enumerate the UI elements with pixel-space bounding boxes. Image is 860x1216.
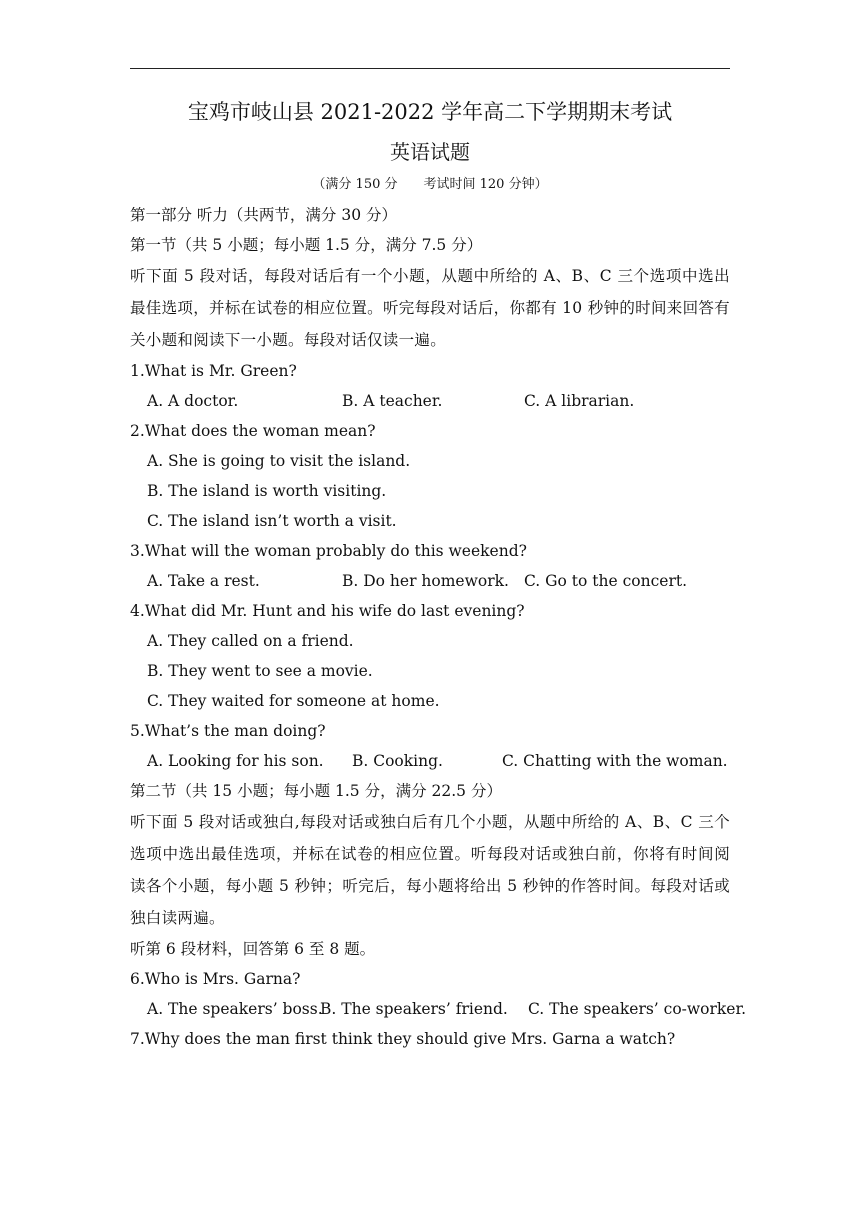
- question-3-options: [130, 566, 730, 596]
- question-1-option-c: C. A librarian.: [524, 392, 635, 410]
- part1-heading: 第一部分 听力（共两节，满分 30 分）: [130, 206, 398, 224]
- question-5-option-c: C. Chatting with the woman.: [502, 752, 728, 770]
- question-6-stem: 6.Who is Mrs. Garna?: [130, 970, 301, 988]
- question-5-option-a: A. Looking for his son.: [147, 752, 324, 770]
- exam-subtitle: 英语试题: [390, 140, 470, 164]
- header-rule: [130, 68, 730, 69]
- question-2-stem: 2.What does the woman mean?: [130, 422, 376, 440]
- question-2-option-b: B. The island is worth visiting.: [147, 482, 387, 500]
- question-6-options: [130, 994, 747, 1024]
- question-5-options: [130, 746, 730, 776]
- question-6-option-a: A. The speakers’ boss.: [147, 1000, 323, 1018]
- question-4-option-b: B. They went to see a movie.: [147, 662, 373, 680]
- question-2-option-a: A. She is going to visit the island.: [147, 452, 411, 470]
- exam-content: [130, 98, 747, 1054]
- section1-heading: 第一节（共 5 小题；每小题 1.5 分，满分 7.5 分）: [130, 236, 483, 254]
- question-4-stem: 4.What did Mr. Hunt and his wife do last evening?: [130, 602, 525, 620]
- question-6-option-c: C. The speakers’ co-worker.: [528, 1000, 747, 1018]
- question-3-option-b: B. Do her homework.: [342, 572, 509, 590]
- section2-heading: 第二节（共 15 小题；每小题 1.5 分，满分 22.5 分）: [130, 782, 502, 800]
- question-1-option-b: B. A teacher.: [342, 392, 443, 410]
- exam-title: 宝鸡市岐山县 2021-2022 学年高二下学期期末考试: [187, 100, 673, 124]
- section1-instructions: 听下面 5 段对话，每段对话后有一个小题，从题中所给的 A、B、C 三个选项中选出最佳选项，并标在试卷的相应位置。听完每段对话后，你都有 10 秒钟的时间来回答有关小题和阅读下一小题。每段对话仅读一遍。: [130, 267, 730, 349]
- material-note: 听第 6 段材料，回答第 6 至 8 题。: [130, 940, 376, 958]
- question-3-option-a: A. Take a rest.: [147, 572, 260, 590]
- section2-instructions: 听下面 5 段对话或独白,每段对话或独白后有几个小题，从题中所给的 A、B、C 三个选项中选出最佳选项，并标在试卷的相应位置。听每段对话或独白前，你将有时间阅读各个小题，每小题 5 秒钟；听完后，每小题将给出 5 秒钟的作答时间。每段对话或独白读两遍。: [130, 813, 730, 927]
- question-7-stem: 7.Why does the man first think they should give Mrs. Garna a watch?: [130, 1030, 676, 1048]
- question-1-options: [130, 386, 730, 416]
- question-5-option-b: B. Cooking.: [352, 752, 443, 770]
- question-4-option-a: A. They called on a friend.: [147, 632, 354, 650]
- question-1-option-a: A. A doctor.: [147, 392, 239, 410]
- question-1-stem: 1.What is Mr. Green?: [130, 362, 297, 380]
- question-3-option-c: C. Go to the concert.: [524, 572, 688, 590]
- question-4-option-c: C. They waited for someone at home.: [147, 692, 440, 710]
- question-6-option-b: B. The speakers’ friend.: [320, 1000, 508, 1018]
- question-3-stem: 3.What will the woman probably do this weekend?: [130, 542, 527, 560]
- question-5-stem: 5.What’s the man doing?: [130, 722, 326, 740]
- question-2-option-c: C. The island isn’t worth a visit.: [147, 512, 397, 530]
- exam-meta: （满分 150 分 考试时间 120 分钟）: [312, 177, 548, 192]
